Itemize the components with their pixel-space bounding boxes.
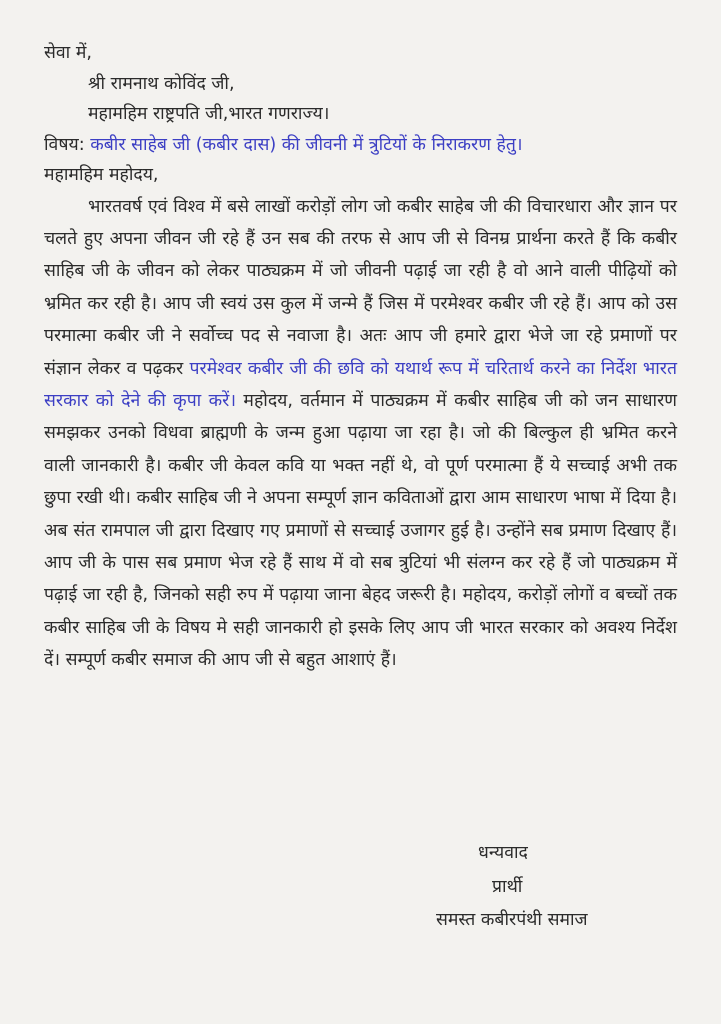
closing-applicant: प्रार्थी	[492, 877, 523, 897]
closing-thanks: धन्यवाद	[478, 843, 528, 863]
subject-label: विषय:	[44, 134, 85, 155]
recipient-line-1: श्री रामनाथ कोविंद जी,	[88, 73, 235, 94]
letter-body	[44, 191, 677, 677]
body-part-1: भारतवर्ष एवं विश्व में बसे लाखों करोड़ों लोग जो कबीर साहेब जी की विचारधारा और ज्ञान पर चलते हुए अपना जीवन जी रहे हैं उन सब की तरफ से आप जी से विनम्र प्रार्थना करते हैं कि कबीर साहिब जी के जीवन को लेकर पाठ्यक्रम में जो जीवनी पढ़ाई जा रही है वो आने वाली पीढ़ियों को भ्रमित कर रही है। आप जी स्वयं उस कुल में जन्मे हैं जिस में परमेश्वर कबीर जी रहे हैं। आप को उस परमात्मा कबीर जी ने सर्वोच्च पद से नवाजा है। अतः आप जी हमारे द्वारा भेजे जा रहे प्रमाणों पर संज्ञान लेकर व पढ़कर	[44, 196, 677, 379]
subject-line	[44, 130, 677, 161]
recipient-line-2: महामहिम राष्ट्रपति जी,भारत गणराज्य।	[88, 104, 330, 124]
subject-text: कबीर साहेब जी (कबीर दास) की जीवनी में त्रुटियों के निराकरण हेतु।	[90, 134, 523, 155]
greeting: महामहिम महोदय,	[44, 165, 159, 185]
closing-signature: समस्त कबीरपंथी समाज	[436, 910, 588, 930]
body-highlight: परमेश्वर कबीर जी की छवि को यथार्थ रूप में चरितार्थ करने का निर्देश भारत सरकार को देने की कृपा करें।	[44, 358, 678, 411]
body-part-2: महोदय, वर्तमान में पाठ्यक्रम में कबीर साहिब जी को जन साधारण समझकर उनको विधवा ब्राह्मणी के जन्म हुआ पढ़ाया जा रहा है। जो की बिल्कुल ही भ्रमित करने वाली जानकारी है। कबीर जी केवल कवि या भक्त नहीं थे, वो पूर्ण परमात्मा हैं ये सच्चाई अभी तक छुपा रखी थी। कबीर साहिब जी ने अपना सम्पूर्ण ज्ञान कविताओं द्वारा आम साधारण भाषा में दिया है। अब संत रामपाल जी द्वारा दिखाए गए प्रमाणों से सच्चाई उजागर हुई है। उन्होंने सब प्रमाण दिखाए हैं। आप जी के पास सब प्रमाण भेज रहे हैं साथ में वो सब त्रुटियां भी संलग्न कर रहे हैं जो पाठ्यक्रम में पढ़ाई जा रही है, जिनको सही रुप में पढ़ाया जाना बेहद जरूरी है। महोदय, करोड़ों लोगों व बच्चों तक कबीर साहिब जी के विषय मे सही जानकारी हो इसके लिए आप जी भारत सरकार को अवश्य निर्देश दें। सम्पूर्ण कबीर समाज की आप जी से बहुत आशाएं हैं।	[44, 390, 678, 671]
salutation-to: सेवा में,	[44, 43, 92, 63]
